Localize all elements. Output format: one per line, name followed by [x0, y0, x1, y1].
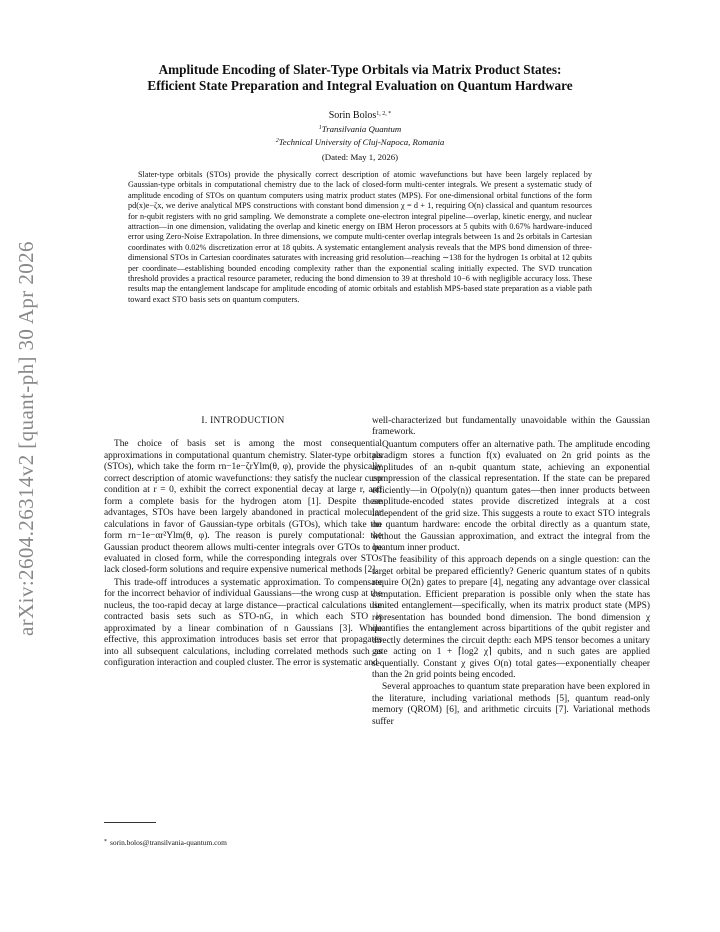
affiliation-1	[60, 124, 660, 135]
intro-paragraph-2: This trade-off introduces a systematic approximation. To compensate for the incorrect behavior of individual Gaussians—the wrong cusp at the nucleus, the too-rapid decay at large distance—practical calculations use contracted basis sets such as STO-nG, in which each STO is approximated by a linear combination of n Gaussians [3]. While effective, this approximation introduces basis set error that propagates into all subsequent calculations, including correlated methods such as configuration interaction and coupled cluster. The error is systematic and	[104, 577, 382, 669]
affiliation-2-text: Technical University of Cluj-Napoca, Romania	[278, 137, 445, 147]
footnote-email[interactable]: sorin.bolos@transilvania-quantum.com	[110, 838, 227, 847]
intro-paragraph-3: Quantum computers offer an alternative path. The amplitude encoding paradigm stores a function f(x) evaluated on 2n grid points as the amplitudes of an n-qubit quantum state, achieving an exponential compression of the classical representation. If the state can be prepared efficiently—in O(poly(n)) quantum gates—then inner products between amplitude-encoded states provide discretized integrals at a cost independent of the grid size. This suggests a route to exact STO integrals on quantum hardware: encode the orbital directly as a quantum state, without the Gaussian approximation, and extract the integral from the quantum inner product.	[372, 439, 650, 553]
arxiv-identifier[interactable]: arXiv:2604.26314v2 [quant-ph] 30 Apr 2026	[14, 241, 38, 636]
affiliation-2	[60, 137, 660, 148]
section-heading: I. INTRODUCTION	[201, 416, 285, 426]
author-affil-marks: 1, 2, *	[376, 111, 392, 117]
affiliation-2-mark: 2	[275, 138, 279, 144]
title-line-1: Amplitude Encoding of Slater-Type Orbitals via Matrix Product States:	[158, 62, 562, 77]
footnote-mark: *	[104, 839, 107, 845]
affiliation-1-mark: 1	[318, 125, 322, 131]
intro-paragraph-2-cont: well-characterized but fundamentally unavoidable within the Gaussian framework.	[372, 416, 650, 438]
date-line: (Dated: May 1, 2026)	[321, 152, 399, 162]
intro-paragraph-1: The choice of basis set is among the most consequential approximations in computational quantum chemistry. Slater-type orbitals (STOs), which take the form rn−1e−ζrYlm(θ, φ), provide the physically correct description of atomic wavefunctions: they satisfy the nuclear cusp condition at r = 0, exhibit the correct exponential decay at large r, and form a complete basis for the hydrogen atom [1]. Despite these advantages, STOs have been largely abandoned in practical molecular calculations in favor of Gaussian-type orbitals (GTOs), which take the form rn−1e−αr²Ylm(θ, φ). The reason is purely computational: the Gaussian product theorem allows multi-center integrals over GTOs to be evaluated in closed form, while the corresponding integrals over STOs lack closed-form solutions and require expensive numerical methods [2].	[104, 439, 382, 576]
abstract: Slater-type orbitals (STOs) provide the physically correct description of atomic wavefunctions but have been largely replaced by Gaussian-type orbitals in computational chemistry due to the lack of closed-form multi-center integrals. We present a systematic study of amplitude encoding of STOs on quantum computers using matrix product states (MPS). For one-dimensional orbital functions of the form pd(x)e−ζx, we derive analytical MPS constructions with constant bond dimension χ = d + 1, requiring O(n) classical and quantum resources for n-qubit registers with no grid sampling. We demonstrate a complete one-electron integral pipeline—overlap, kinetic energy, and nuclear attraction—in one dimension, validating the overlap and kinetic energy on IBM Heron processors at 5 qubits with 0.67% hardware-induced error using Zero-Noise Extrapolation. In three dimensions, we compute multi-center overlap integrals between 1s and 2s orbitals in Cartesian coordinates with 0.02% discretization error at 18 qubits. A systematic entanglement analysis reveals that the MPS bond dimension of three-dimensional STOs in Cartesian coordinates saturates with increasing grid resolution—reaching ∼138 for the hydrogen 1s orbital at 12 qubits per coordinate—establishing bounded encoding complexity rather than the exponential scaling initially expected. The SVD truncation threshold provides a practical resource parameter, reducing the bond dimension to 39 at threshold 10−6 with negligible accuracy loss. These results map the entanglement landscape for amplitude encoding of atomic orbitals and establish MPS-based state preparation as a viable path toward exact STO basis sets on quantum computers.	[128, 170, 592, 304]
intro-paragraph-5: Several approaches to quantum state preparation have been explored in the literature, including variational methods [5], quantum read-only memory (QROM) [6], and arithmetic circuits [7]. Variational methods suffer	[372, 682, 650, 727]
paper-title	[60, 62, 660, 94]
title-line-2: Efficient State Preparation and Integral Evaluation on Quantum Hardware	[147, 78, 573, 93]
affiliation-1-text: Transilvania Quantum	[321, 124, 402, 134]
right-column	[372, 416, 650, 728]
author-line	[60, 110, 660, 122]
left-column	[104, 414, 382, 670]
footnote-divider	[104, 822, 156, 823]
footnote	[104, 838, 382, 847]
intro-paragraph-4: The feasibility of this approach depends on a single question: can the target orbital be prepared efficiently? Generic quantum states of n qubits require O(2n) gates to prepare [4], negating any advantage over classical computation. Efficient preparation is possible only when the state has limited entanglement—specifically, when its matrix product state (MPS) representation has bounded bond dimension. The bond dimension χ quantifies the entanglement across bipartitions of the qubit register and directly determines the circuit depth: each MPS tensor becomes a unitary gate acting on 1 + ⌈log2 χ⌉ qubits, and n such gates are applied sequentially. Constant χ gives O(n) total gates—exponentially cheaper than the 2n grid points being encoded.	[372, 555, 650, 680]
author-name: Sorin Bolos	[328, 110, 377, 121]
